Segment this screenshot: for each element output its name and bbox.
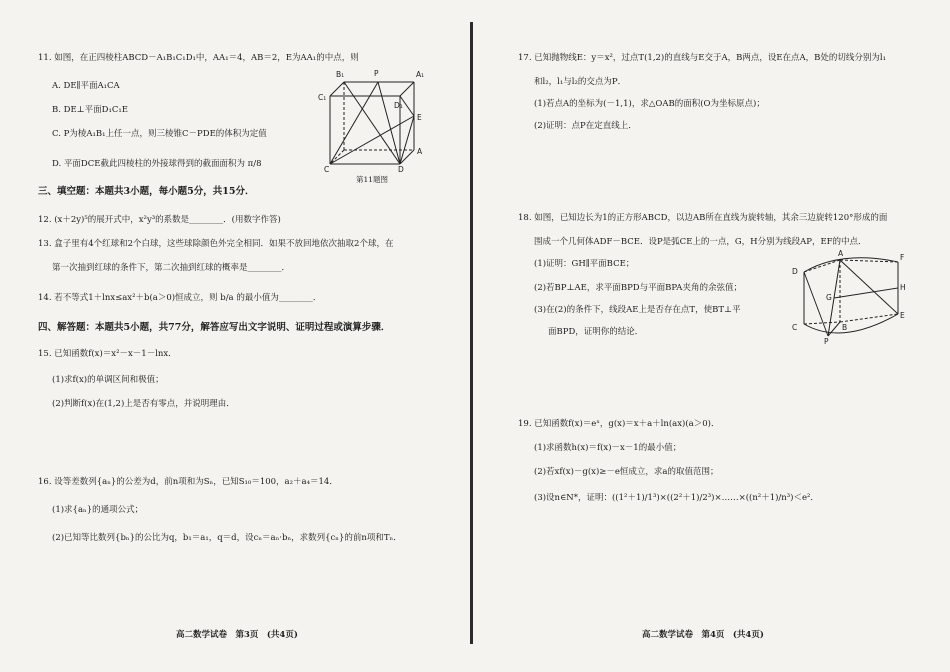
q18-label-p: P	[824, 337, 829, 346]
q11-option-b: B. DE⊥平面D₁C₁E	[52, 105, 129, 115]
q16-part1: (1)求{aₙ}的通项公式；	[52, 505, 144, 515]
right-page-footer: 高二数学试卷 第4页 (共4页)	[642, 630, 764, 640]
q17-stem-line2: 和l₂，l₁与l₂的交点为P．	[534, 77, 627, 87]
q18-part1: (1)证明：GH∥平面BCE；	[534, 259, 635, 269]
q12-text: 12. (x＋2y)⁵的展开式中，x²y³的系数是________．(用数字作答)	[38, 215, 281, 225]
q18-label-h: H	[900, 283, 906, 292]
q11-stem: 11. 如图，在正四棱柱ABCD－A₁B₁C₁D₁中，AA₁＝4，AB＝2，E为AA₁的中点，则	[38, 53, 359, 63]
q18-label-b: B	[842, 323, 848, 332]
q18-part2: (2)若BP⊥AE，求平面BPD与平面BPA夹角的余弦值；	[534, 283, 742, 293]
q15-part1: (1)求f(x)的单调区间和极值；	[52, 375, 164, 385]
right-page	[476, 0, 950, 672]
q13-line1: 13. 盒子里有4个红球和2个白球，这些球除颜色外完全相同．如果不放回地依次抽取2个球，在	[38, 239, 394, 249]
q19-part3: (3)设n∈N*，证明：((1²＋1)/1³)×((2²＋1)/2³)×……×((n²＋1)/n³)＜e²．	[534, 493, 819, 503]
q11-label-a1: A₁	[416, 70, 425, 79]
q18-solid-figure	[792, 249, 908, 346]
q17-stem: 17. 已知抛物线E：y＝x²，过点T(1,2)的直线与E交于A，B两点，设E在点A，B处的切线分别为l₁	[518, 53, 887, 63]
q15-part2: (2)判断f(x)在(1,2)上是否有零点，并说明理由．	[52, 399, 235, 409]
q18-label-e: E	[900, 311, 905, 320]
q16-stem: 16. 设等差数列{aₙ}的公差为d，前n项和为Sₙ，已知S₁₀＝100，a₂＋a₄＝14．	[38, 477, 338, 487]
q11-label-b1: B₁	[336, 70, 345, 79]
q11-prism-figure	[318, 64, 432, 174]
q18-label-d: D	[792, 267, 798, 276]
left-page	[0, 0, 470, 672]
q13-line2: 第一次抽到红球的条件下，第二次抽到红球的概率是________．	[52, 263, 291, 273]
q11-option-c: C. P为棱A₁B₁上任一点，则三棱锥C－PDE的体积为定值	[52, 129, 267, 139]
q16-part2: (2)已知等比数列{bₙ}的公比为q，b₁＝a₁，q＝d，设cₙ＝aₙ·bₙ，求数列{cₙ}的前n项和Tₙ．	[52, 533, 402, 543]
q18-stem: 18. 如图，已知边长为1的正方形ABCD，以边AB所在直线为旋转轴，其余三边旋转120°形成的面	[518, 213, 888, 223]
q11-figure-caption: 第11题图	[356, 175, 389, 184]
q11-label-d: D	[398, 165, 404, 174]
q11-label-p: P	[374, 69, 379, 78]
q19-part1: (1)求函数h(x)＝f(x)－x－1的最小值；	[534, 443, 682, 453]
q11-label-c: C	[324, 165, 330, 174]
q18-part3: (3)在(2)的条件下，线段AE上是否存在点T，使BT⊥平	[534, 305, 741, 315]
q11-label-e: E	[417, 113, 422, 122]
q11-option-d: D. 平面DCE截此四棱柱的外接球得到的截面面积为 π/8	[52, 159, 262, 169]
q18-label-g: G	[826, 293, 832, 302]
q18-label-f: F	[900, 253, 905, 262]
q18-stem-line2: 围成一个几何体ADF－BCE．设P是弧CE上的一点，G，H分别为线段AP，EF的中点．	[534, 237, 867, 247]
q11-label-a: A	[417, 147, 423, 156]
q17-part1: (1)若点A的坐标为(－1,1)，求△OAB的面积(O为坐标原点)；	[534, 99, 765, 109]
section-3-heading: 三、填空题：本题共3小题，每小题5分，共15分．	[38, 186, 255, 197]
left-page-footer: 高二数学试卷 第3页 (共4页)	[176, 630, 298, 640]
page-divider	[470, 22, 473, 644]
q18-label-c: C	[792, 323, 798, 332]
q15-stem: 15. 已知函数f(x)＝x²－x－1－lnx．	[38, 349, 177, 359]
q11-label-d1: D₁	[394, 101, 403, 110]
q11-label-c1: C₁	[318, 93, 327, 102]
q19-stem: 19. 已知函数f(x)＝eˣ，g(x)＝x＋a＋ln(ax)(a＞0)．	[518, 419, 720, 429]
q19-part2: (2)若xf(x)－g(x)≥－e恒成立，求a的取值范围；	[534, 467, 719, 477]
q11-option-a: A. DE∥平面A₁CA	[52, 81, 120, 91]
section-4-heading: 四、解答题：本题共5小题，共77分，解答应写出文字说明、证明过程或演算步骤．	[38, 322, 391, 333]
q18-label-a: A	[838, 249, 844, 258]
q18-part3-cont: 面BPD，证明你的结论．	[548, 327, 644, 337]
q14-text: 14. 若不等式1＋lnx≤ax²＋b(a＞0)恒成立，则 b/a 的最小值为________．	[38, 293, 322, 303]
q17-part2: (2)证明：点P在定直线上．	[534, 121, 637, 131]
